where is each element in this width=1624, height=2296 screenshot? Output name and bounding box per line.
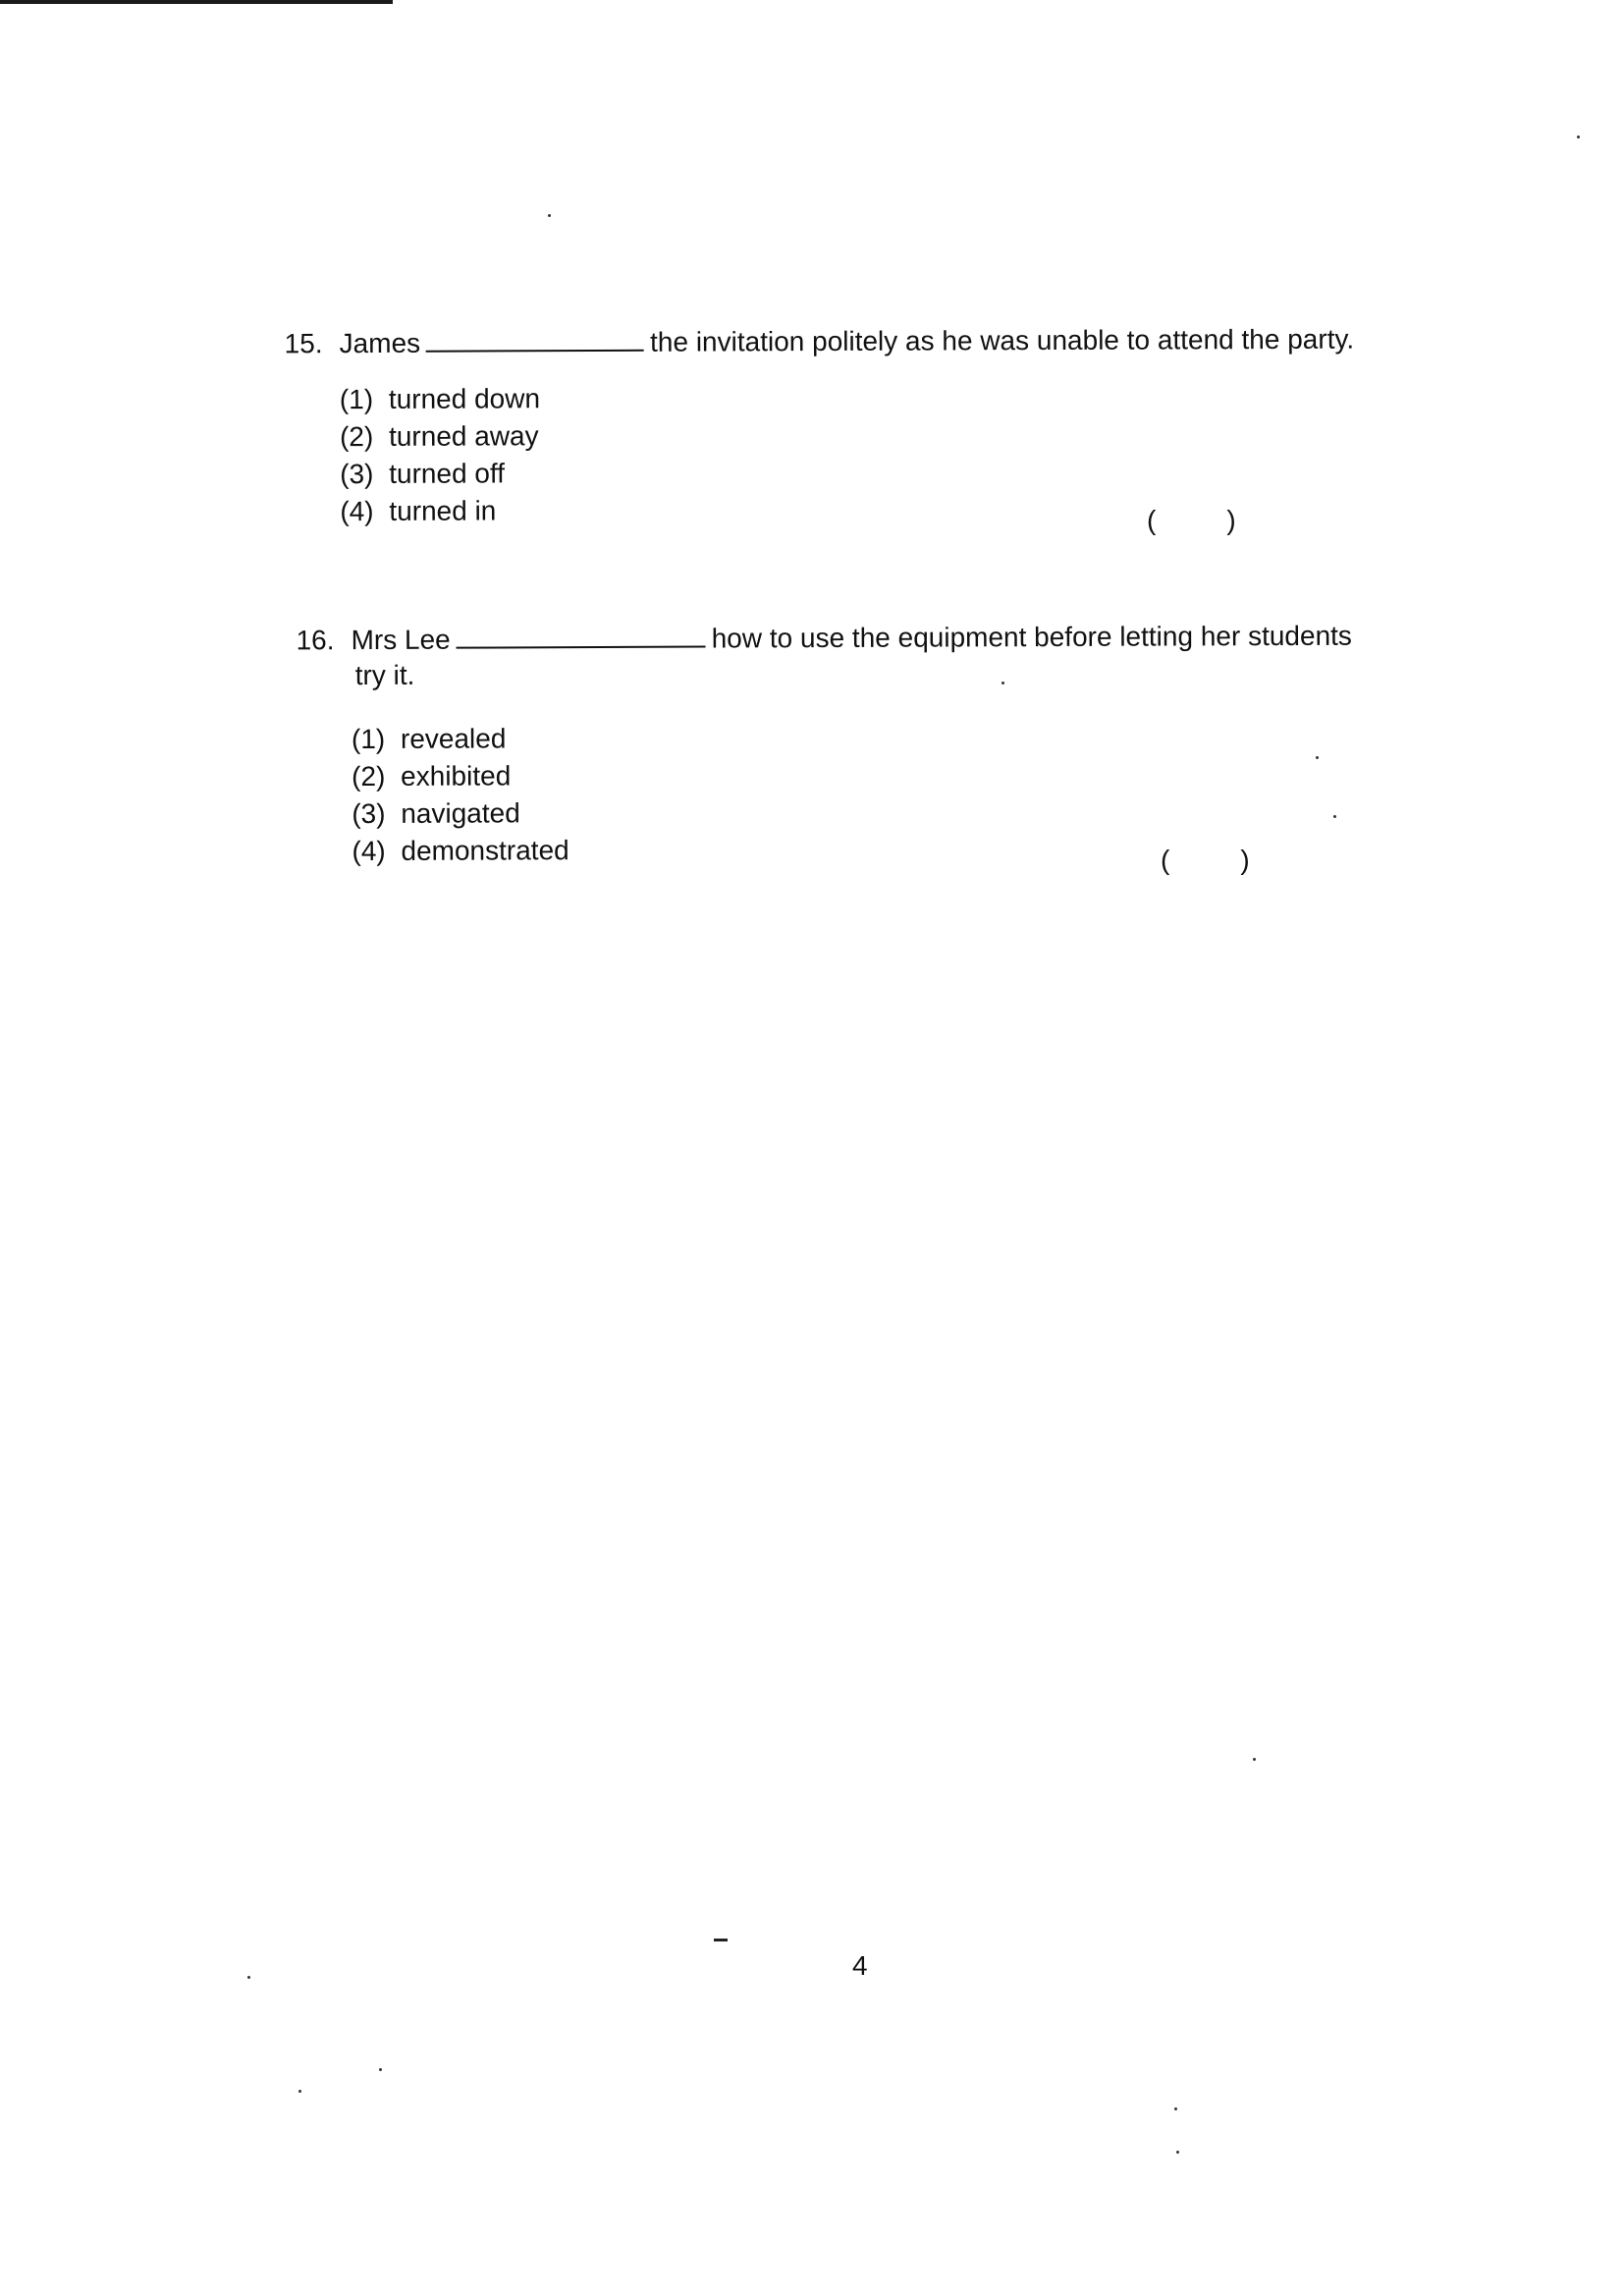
option-text: revealed: [400, 723, 507, 754]
option-1[interactable]: [340, 377, 1355, 419]
stem-continuation: try it.: [354, 659, 415, 691]
bracket-close: ): [1226, 505, 1236, 535]
page-number: 4: [852, 1950, 868, 1981]
question-stem: [296, 619, 1352, 659]
option-number: (3): [352, 797, 386, 830]
option-number: (4): [340, 495, 374, 527]
stem-before-blank: James: [339, 327, 421, 359]
question-16: [296, 619, 1352, 871]
top-rule: [0, 0, 393, 4]
option-2[interactable]: [340, 414, 1355, 457]
option-text: exhibited: [401, 760, 512, 792]
option-number: (2): [352, 760, 386, 793]
option-3[interactable]: [352, 792, 1353, 833]
option-number: (3): [340, 458, 374, 490]
answer-blank[interactable]: [457, 625, 706, 649]
bracket-open: (: [1161, 845, 1170, 875]
option-number: (1): [351, 723, 386, 755]
stem-after-blank: the invitation politely as he was unable to attend the party.: [650, 323, 1355, 357]
answer-blank[interactable]: [426, 328, 644, 353]
scan-speck: [1577, 136, 1580, 138]
option-text: turned off: [389, 458, 506, 489]
question-number: 15.: [284, 328, 323, 359]
scan-speck: [247, 1976, 250, 1979]
scan-speck: [1253, 1758, 1256, 1761]
option-1[interactable]: [352, 717, 1353, 758]
option-2[interactable]: [352, 754, 1353, 795]
question-stem: [285, 322, 1355, 362]
scan-speck: [1176, 2151, 1179, 2154]
question-number: 16.: [296, 625, 335, 656]
scan-speck: [1174, 2107, 1177, 2110]
footer-dash-mark: [714, 1939, 728, 1941]
scan-speck: [379, 2068, 382, 2071]
option-number: (4): [352, 835, 386, 867]
stem-before-blank: Mrs Lee: [351, 624, 451, 656]
scan-speck: [1001, 682, 1004, 684]
option-number: (2): [339, 420, 374, 453]
bracket-close: ): [1240, 845, 1250, 875]
option-3[interactable]: [340, 452, 1355, 494]
scan-speck: [1333, 815, 1336, 818]
option-text: turned away: [388, 420, 539, 452]
answer-bracket-15[interactable]: [1147, 505, 1236, 536]
scan-speck: [548, 214, 551, 217]
stem-after-blank: how to use the equipment before letting her students: [711, 620, 1352, 654]
bracket-open: (: [1147, 505, 1157, 535]
option-number: (1): [339, 383, 374, 415]
scan-speck: [1316, 756, 1319, 759]
answer-bracket-16[interactable]: [1161, 845, 1250, 876]
option-text: turned in: [389, 495, 497, 526]
option-text: demonstrated: [401, 835, 569, 866]
question-15: [285, 322, 1355, 531]
option-text: navigated: [401, 797, 520, 829]
scan-speck: [298, 2090, 301, 2093]
option-text: turned down: [388, 383, 541, 414]
